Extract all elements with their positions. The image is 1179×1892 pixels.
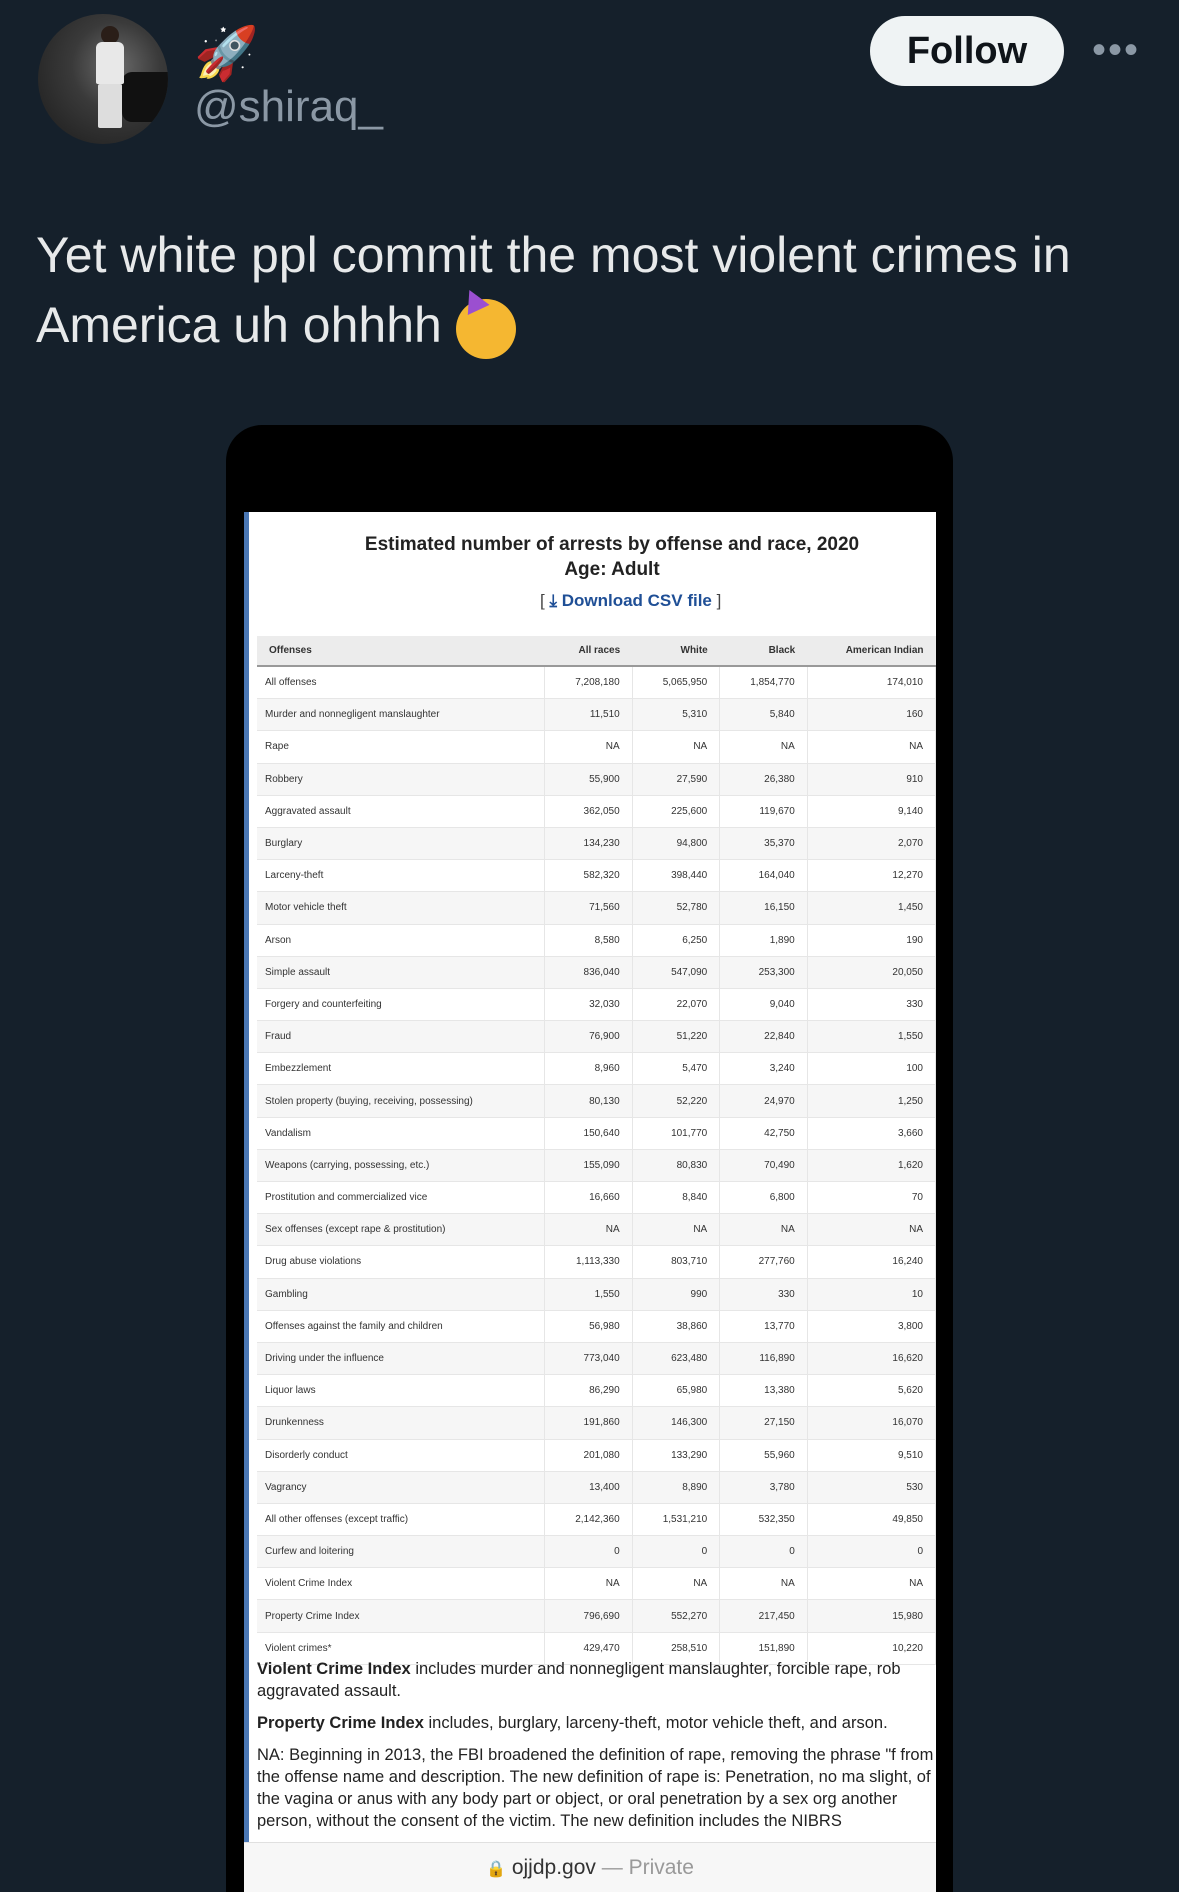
follow-button[interactable]: Follow bbox=[870, 16, 1064, 86]
value-cell: 160 bbox=[807, 699, 935, 731]
offense-cell: Larceny-theft bbox=[257, 860, 545, 892]
table-row bbox=[257, 1117, 936, 1149]
column-header: Offenses bbox=[257, 636, 545, 666]
table-row bbox=[257, 1310, 936, 1342]
value-cell: NA bbox=[545, 1568, 633, 1600]
table-row bbox=[257, 1053, 936, 1085]
value-cell: 547,090 bbox=[632, 956, 720, 988]
offense-cell: Simple assault bbox=[257, 956, 545, 988]
value-cell: 201,080 bbox=[545, 1439, 633, 1471]
download-csv-label: Download CSV file bbox=[561, 591, 712, 610]
value-cell: 532,350 bbox=[720, 1503, 808, 1535]
offense-cell: All other offenses (except traffic) bbox=[257, 1503, 545, 1535]
offense-cell: Weapons (carrying, possessing, etc.) bbox=[257, 1149, 545, 1181]
offense-cell: Gambling bbox=[257, 1278, 545, 1310]
value-cell: 253,300 bbox=[720, 956, 808, 988]
rocket-icon: 🚀 bbox=[194, 25, 259, 83]
table-row bbox=[257, 1407, 936, 1439]
table-row bbox=[257, 1439, 936, 1471]
value-cell: 773,040 bbox=[545, 1342, 633, 1374]
value-cell: 1,450 bbox=[807, 892, 935, 924]
offense-cell: Arson bbox=[257, 924, 545, 956]
table-row bbox=[257, 956, 936, 988]
value-cell: NA bbox=[720, 1568, 808, 1600]
offense-cell: Driving under the influence bbox=[257, 1342, 545, 1374]
value-cell: 552,270 bbox=[632, 1600, 720, 1632]
value-cell: 8,840 bbox=[632, 1182, 720, 1214]
value-cell: 35,370 bbox=[720, 827, 808, 859]
value-cell: 86,290 bbox=[545, 1375, 633, 1407]
value-cell: 910 bbox=[807, 763, 935, 795]
value-cell: 16,620 bbox=[807, 1342, 935, 1374]
table-row bbox=[257, 1278, 936, 1310]
url-text: ojjdp.gov bbox=[511, 1856, 596, 1879]
private-label: — Private bbox=[601, 1856, 694, 1879]
value-cell: 1,531,210 bbox=[632, 1503, 720, 1535]
offense-cell: Violent crimes* bbox=[257, 1632, 545, 1664]
value-cell: NA bbox=[720, 731, 808, 763]
value-cell: 5,065,950 bbox=[632, 666, 720, 699]
value-cell: 5,620 bbox=[807, 1375, 935, 1407]
table-row bbox=[257, 699, 936, 731]
offense-cell: Liquor laws bbox=[257, 1375, 545, 1407]
value-cell: 3,800 bbox=[807, 1310, 935, 1342]
value-cell: 1,550 bbox=[807, 1021, 935, 1053]
browser-url-bar[interactable] bbox=[244, 1842, 936, 1892]
value-cell: 20,050 bbox=[807, 956, 935, 988]
note-property-index: Property Crime Index includes, burglary, larceny-theft, motor vehicle theft, and arson. bbox=[257, 1714, 888, 1732]
value-cell: 22,840 bbox=[720, 1021, 808, 1053]
value-cell: 80,130 bbox=[545, 1085, 633, 1117]
value-cell: 76,900 bbox=[545, 1021, 633, 1053]
tweet-text bbox=[36, 220, 1146, 360]
avatar-figure bbox=[96, 42, 124, 84]
offense-cell: Burglary bbox=[257, 827, 545, 859]
table-row bbox=[257, 666, 936, 699]
value-cell: 13,770 bbox=[720, 1310, 808, 1342]
value-cell: 8,960 bbox=[545, 1053, 633, 1085]
table-row bbox=[257, 1600, 936, 1632]
table-row bbox=[257, 1342, 936, 1374]
value-cell: 13,380 bbox=[720, 1375, 808, 1407]
value-cell: 22,070 bbox=[632, 988, 720, 1020]
value-cell: 277,760 bbox=[720, 1246, 808, 1278]
value-cell: 1,113,330 bbox=[545, 1246, 633, 1278]
table-row bbox=[257, 988, 936, 1020]
value-cell: 52,780 bbox=[632, 892, 720, 924]
value-cell: 16,240 bbox=[807, 1246, 935, 1278]
offense-cell: Prostitution and commercialized vice bbox=[257, 1182, 545, 1214]
value-cell: 8,580 bbox=[545, 924, 633, 956]
value-cell: 146,300 bbox=[632, 1407, 720, 1439]
value-cell: 9,510 bbox=[807, 1439, 935, 1471]
value-cell: 15,980 bbox=[807, 1600, 935, 1632]
value-cell: 70,490 bbox=[720, 1149, 808, 1181]
table-row bbox=[257, 892, 936, 924]
table-header-row bbox=[257, 636, 936, 666]
offense-cell: Murder and nonnegligent manslaughter bbox=[257, 699, 545, 731]
value-cell: 13,400 bbox=[545, 1471, 633, 1503]
value-cell: 119,670 bbox=[720, 795, 808, 827]
value-cell: 623,480 bbox=[632, 1342, 720, 1374]
table-row bbox=[257, 1085, 936, 1117]
table-row bbox=[257, 1182, 936, 1214]
value-cell: 12,270 bbox=[807, 860, 935, 892]
page-accent-bar bbox=[244, 512, 249, 1842]
offense-cell: Rape bbox=[257, 731, 545, 763]
table-subtitle: Age: Adult bbox=[564, 559, 660, 580]
value-cell: 56,980 bbox=[545, 1310, 633, 1342]
value-cell: 32,030 bbox=[545, 988, 633, 1020]
value-cell: 55,900 bbox=[545, 763, 633, 795]
avatar-car bbox=[122, 72, 168, 122]
offense-cell: Disorderly conduct bbox=[257, 1439, 545, 1471]
value-cell: 27,150 bbox=[720, 1407, 808, 1439]
table-row bbox=[257, 860, 936, 892]
value-cell: 429,470 bbox=[545, 1632, 633, 1664]
value-cell: 190 bbox=[807, 924, 935, 956]
column-header: All races bbox=[545, 636, 633, 666]
offense-cell: Drug abuse violations bbox=[257, 1246, 545, 1278]
table-row bbox=[257, 1246, 936, 1278]
value-cell: 2,070 bbox=[807, 827, 935, 859]
value-cell: 27,590 bbox=[632, 763, 720, 795]
value-cell: NA bbox=[632, 1214, 720, 1246]
value-cell: 151,890 bbox=[720, 1632, 808, 1664]
more-options-icon[interactable]: ••• bbox=[1092, 28, 1141, 72]
value-cell: 1,854,770 bbox=[720, 666, 808, 699]
value-cell: 101,770 bbox=[632, 1117, 720, 1149]
table-row bbox=[257, 924, 936, 956]
offense-cell: Embezzlement bbox=[257, 1053, 545, 1085]
table-title: Estimated number of arrests by offense and race, 2020 bbox=[364, 534, 860, 555]
value-cell: NA bbox=[720, 1214, 808, 1246]
value-cell: 24,970 bbox=[720, 1085, 808, 1117]
value-cell: 362,050 bbox=[545, 795, 633, 827]
offense-cell: Violent Crime Index bbox=[257, 1568, 545, 1600]
table-row bbox=[257, 1471, 936, 1503]
download-icon: ⤓ bbox=[549, 591, 557, 610]
value-cell: 55,960 bbox=[720, 1439, 808, 1471]
value-cell: 836,040 bbox=[545, 956, 633, 988]
value-cell: 38,860 bbox=[632, 1310, 720, 1342]
note-na-definition: NA: Beginning in 2013, the FBI broadened the definition of rape, removing the phrase "f from the offense name and description. The new definition of rape is: Penetration, no ma slight, of the vagina or anus with any body part or object, or oral penetration by a sex org another person, without the consent of the victim. The new definition includes the NIBRS bbox=[257, 1746, 934, 1830]
value-cell: 155,090 bbox=[545, 1149, 633, 1181]
offense-cell: Offenses against the family and children bbox=[257, 1310, 545, 1342]
value-cell: 8,890 bbox=[632, 1471, 720, 1503]
value-cell: 100 bbox=[807, 1053, 935, 1085]
value-cell: NA bbox=[545, 731, 633, 763]
value-cell: 174,010 bbox=[807, 666, 935, 699]
value-cell: 398,440 bbox=[632, 860, 720, 892]
value-cell: 0 bbox=[720, 1536, 808, 1568]
value-cell: 16,150 bbox=[720, 892, 808, 924]
offense-cell: Curfew and loitering bbox=[257, 1536, 545, 1568]
value-cell: NA bbox=[632, 1568, 720, 1600]
offense-cell: Stolen property (buying, receiving, possessing) bbox=[257, 1085, 545, 1117]
offense-cell: Forgery and counterfeiting bbox=[257, 988, 545, 1020]
value-cell: 51,220 bbox=[632, 1021, 720, 1053]
value-cell: 258,510 bbox=[632, 1632, 720, 1664]
value-cell: 5,310 bbox=[632, 699, 720, 731]
value-cell: 582,320 bbox=[545, 860, 633, 892]
value-cell: 0 bbox=[545, 1536, 633, 1568]
value-cell: 9,140 bbox=[807, 795, 935, 827]
offense-cell: Sex offenses (except rape & prostitution) bbox=[257, 1214, 545, 1246]
embedded-screenshot[interactable] bbox=[244, 512, 936, 1892]
table-row bbox=[257, 1503, 936, 1535]
avatar-legs bbox=[98, 84, 122, 128]
value-cell: 70 bbox=[807, 1182, 935, 1214]
value-cell: 796,690 bbox=[545, 1600, 633, 1632]
value-cell: 5,840 bbox=[720, 699, 808, 731]
offense-cell: Fraud bbox=[257, 1021, 545, 1053]
offense-cell: Vandalism bbox=[257, 1117, 545, 1149]
offense-cell: Vagrancy bbox=[257, 1471, 545, 1503]
value-cell: 11,510 bbox=[545, 699, 633, 731]
column-header: American Indian bbox=[807, 636, 935, 666]
column-header: White bbox=[632, 636, 720, 666]
table-row bbox=[257, 731, 936, 763]
value-cell: 16,070 bbox=[807, 1407, 935, 1439]
table-row bbox=[257, 763, 936, 795]
value-cell: 80,830 bbox=[632, 1149, 720, 1181]
value-cell: 16,660 bbox=[545, 1182, 633, 1214]
value-cell: 6,250 bbox=[632, 924, 720, 956]
value-cell: 164,040 bbox=[720, 860, 808, 892]
column-header: Black bbox=[720, 636, 808, 666]
value-cell: 2,142,360 bbox=[545, 1503, 633, 1535]
table-row bbox=[257, 1214, 936, 1246]
offense-cell: Property Crime Index bbox=[257, 1600, 545, 1632]
value-cell: 52,220 bbox=[632, 1085, 720, 1117]
offense-cell: Drunkenness bbox=[257, 1407, 545, 1439]
value-cell: NA bbox=[632, 731, 720, 763]
value-cell: 116,890 bbox=[720, 1342, 808, 1374]
value-cell: 1,890 bbox=[720, 924, 808, 956]
value-cell: 26,380 bbox=[720, 763, 808, 795]
value-cell: NA bbox=[545, 1214, 633, 1246]
table-row bbox=[257, 1375, 936, 1407]
value-cell: 330 bbox=[720, 1278, 808, 1310]
value-cell: 217,450 bbox=[720, 1600, 808, 1632]
value-cell: 10 bbox=[807, 1278, 935, 1310]
user-handle[interactable]: @shiraq_ bbox=[194, 82, 383, 131]
note-violent-index: Violent Crime Index includes murder and nonnegligent manslaughter, forcible rape, rob aggravated assault. bbox=[257, 1660, 901, 1700]
value-cell: 7,208,180 bbox=[545, 666, 633, 699]
table-row bbox=[257, 1536, 936, 1568]
value-cell: 0 bbox=[632, 1536, 720, 1568]
value-cell: 1,620 bbox=[807, 1149, 935, 1181]
value-cell: 191,860 bbox=[545, 1407, 633, 1439]
download-csv-link[interactable]: [ ⤓ Download CSV file ] bbox=[540, 591, 722, 610]
value-cell: 71,560 bbox=[545, 892, 633, 924]
value-cell: 65,980 bbox=[632, 1375, 720, 1407]
value-cell: 5,470 bbox=[632, 1053, 720, 1085]
table-notes bbox=[257, 1658, 936, 1842]
avatar[interactable] bbox=[38, 14, 168, 144]
value-cell: 1,250 bbox=[807, 1085, 935, 1117]
value-cell: 0 bbox=[807, 1536, 935, 1568]
value-cell: NA bbox=[807, 731, 935, 763]
table-row bbox=[257, 1568, 936, 1600]
value-cell: 133,290 bbox=[632, 1439, 720, 1471]
value-cell: 803,710 bbox=[632, 1246, 720, 1278]
table-row bbox=[257, 795, 936, 827]
value-cell: 1,550 bbox=[545, 1278, 633, 1310]
lock-icon: 🔒 bbox=[486, 1861, 506, 1878]
value-cell: 3,780 bbox=[720, 1471, 808, 1503]
value-cell: 10,220 bbox=[807, 1632, 935, 1664]
value-cell: 530 bbox=[807, 1471, 935, 1503]
value-cell: 330 bbox=[807, 988, 935, 1020]
offense-cell: Robbery bbox=[257, 763, 545, 795]
offense-cell: Aggravated assault bbox=[257, 795, 545, 827]
value-cell: 6,800 bbox=[720, 1182, 808, 1214]
value-cell: 3,240 bbox=[720, 1053, 808, 1085]
value-cell: 134,230 bbox=[545, 827, 633, 859]
value-cell: NA bbox=[807, 1568, 935, 1600]
tweet-body: Yet white ppl commit the most violent crimes in America uh ohhhh bbox=[36, 227, 1071, 353]
value-cell: 49,850 bbox=[807, 1503, 935, 1535]
table-row bbox=[257, 1021, 936, 1053]
value-cell: 42,750 bbox=[720, 1117, 808, 1149]
value-cell: 9,040 bbox=[720, 988, 808, 1020]
value-cell: NA bbox=[807, 1214, 935, 1246]
value-cell: 225,600 bbox=[632, 795, 720, 827]
value-cell: 94,800 bbox=[632, 827, 720, 859]
value-cell: 3,660 bbox=[807, 1117, 935, 1149]
offense-cell: All offenses bbox=[257, 666, 545, 699]
value-cell: 150,640 bbox=[545, 1117, 633, 1149]
value-cell: 990 bbox=[632, 1278, 720, 1310]
offense-cell: Motor vehicle theft bbox=[257, 892, 545, 924]
table-row bbox=[257, 1149, 936, 1181]
arrests-table bbox=[257, 636, 936, 1665]
table-row bbox=[257, 827, 936, 859]
tweet-header bbox=[0, 0, 1179, 170]
partying-face-icon bbox=[456, 299, 516, 359]
